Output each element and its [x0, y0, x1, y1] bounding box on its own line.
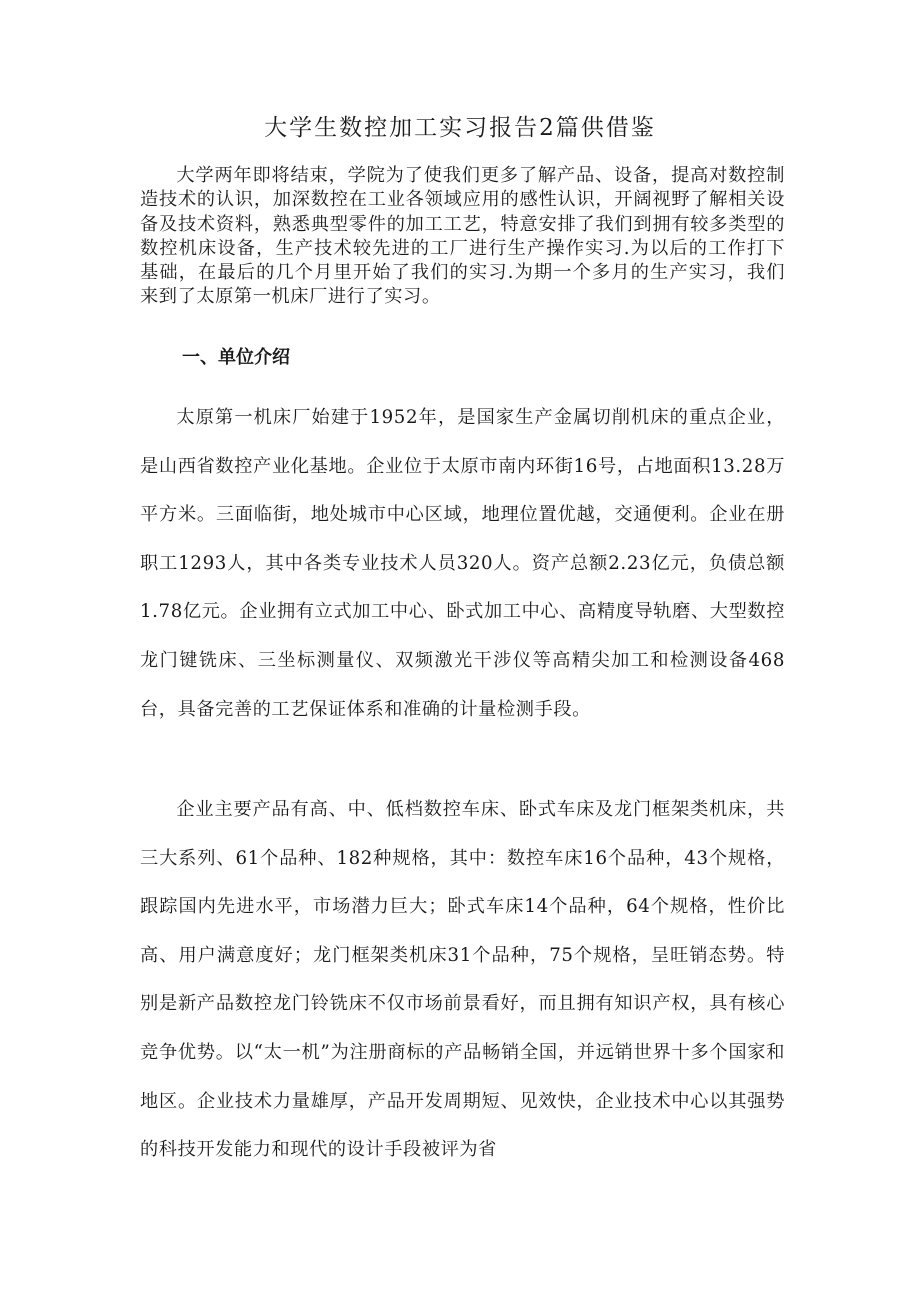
section-heading: 一、单位介绍 [182, 347, 290, 368]
intro-paragraph: 大学两年即将结束，学院为了使我们更多了解产品、设备，提高对数控制造技术的认识，加深数控在工业各领域应用的感性认识，开阔视野了解相关设备及技术资料，熟悉典型零件的加工工艺，特意安排了我们到拥有较多类型的数控机床设备，生产技术较先进的工厂进行生产操作实习.为以后的工作打下基础，在最后的几个月里开始了我们的实习.为期一个多月的生产实习，我们来到了太原第一机床厂进行了实习。 [140, 165, 785, 308]
body-paragraph: 太原第一机床厂始建于1952年，是国家生产金属切削机床的重点企业，是山西省数控产业化基地。企业位于太原市南内环街16号，占地面积13.28万平方米。三面临街，地处城市中心区域，地理位置优越，交通便利。企业在册职工1293人，其中各类专业技术人员320人。资产总额2.23亿元，负债总额1.78亿元。企业拥有立式加工中心、卧式加工中心、高精度导轨磨、大型数控龙门键铣床、三坐标测量仪、双频激光干涉仪等高精尖加工和检测设备468台，具备完善的工艺保证体系和准确的计量检测手段。 [140, 407, 785, 720]
document-title: 大学生数控加工实习报告2篇供借鉴 [264, 115, 656, 141]
body-paragraph: 企业主要产品有高、中、低档数控车床、卧式车床及龙门框架类机床，共三大系列、61个品种、182种规格，其中：数控车床16个品种，43个规格，跟踪国内先进水平，市场潜力巨大；卧式车床14个品种，64个规格，性价比高、用户满意度好；龙门框架类机床31个品种，75个规格，呈旺销态势。特别是新产品数控龙门铃铣床不仅市场前景看好，而且拥有知识产权，具有核心竞争优势。以“太一机”为注册商标的产品畅销全国，并远销世界十多个国家和地区。企业技术力量雄厚，产品开发周期短、见效快，企业技术中心以其强势的科技开发能力和现代的设计手段被评为省 [140, 799, 785, 1161]
